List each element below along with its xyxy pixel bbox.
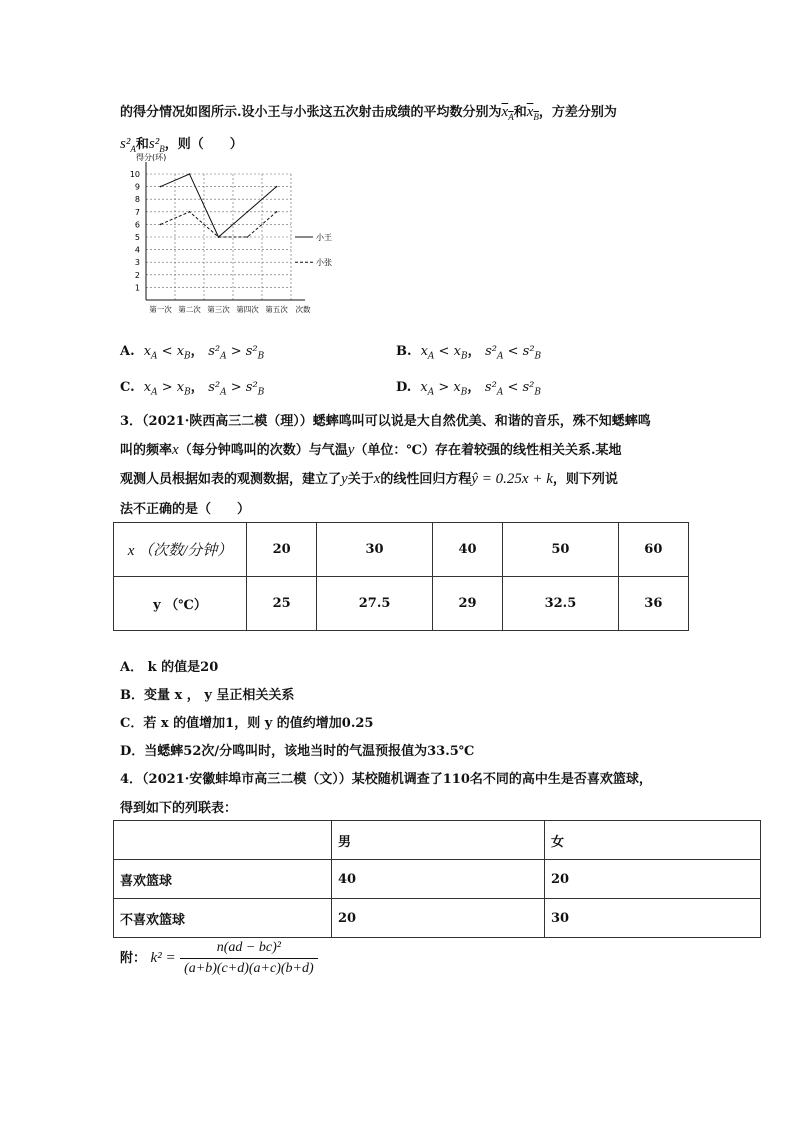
x-tick-label: 第五次 (265, 305, 288, 314)
chart-title: 得分(环) (136, 153, 167, 162)
q3-option-a[interactable]: A． k 的值是20 (120, 660, 219, 675)
option-label: B. (396, 344, 412, 359)
option-var-a: $s^2_A$ (208, 380, 227, 398)
option-mean-a: $x_A$ (143, 344, 158, 362)
q3-line4: 法不正确的是（ ） (120, 502, 251, 517)
option-label: A. (120, 344, 135, 359)
x-axis-label: 次数 (295, 305, 311, 314)
option-mean-a: $x_A$ (420, 380, 435, 398)
q3-line2: 叫的频率x（每分钟鸣叫的次数）与气温y（单位：℃）存在着较强的线性相关关系.某地 (120, 442, 622, 458)
mean-xA: $x_A$ (501, 104, 514, 122)
formula-numerator: n(ad − bc)² (180, 940, 318, 959)
table-head-y: y （℃） (114, 577, 247, 631)
table-row (114, 860, 761, 899)
option-mean-b: $x_B$ (453, 344, 468, 362)
formula-lhs: k² = (150, 950, 176, 966)
table-row (114, 821, 761, 860)
x-tick-label: 第三次 (207, 305, 230, 314)
q2-conj-2: 和 (135, 137, 149, 152)
data-point (247, 211, 249, 213)
y-tick-label: 3 (134, 258, 140, 268)
formula-fraction (180, 940, 318, 977)
option-mean-b: $x_B$ (453, 380, 468, 398)
option-var-rel: < (503, 380, 523, 395)
q3-line3: 观测人员根据如表的观测数据，建立了y关于x的线性回归方程ŷ = 0.25x + k，则下列说 (120, 471, 618, 487)
formula-denominator: (a+b)(c+d)(a+c)(b+d) (184, 961, 314, 976)
y-tick-label: 5 (134, 233, 140, 242)
q2-stem-line1 (120, 101, 617, 122)
q3-option-b[interactable]: B．变量 x ， y 呈正相关关系 (120, 688, 295, 703)
x-tick-label: 第一次 (149, 305, 172, 314)
option-var-rel: > (226, 344, 246, 359)
x-tick-label: 第二次 (178, 305, 201, 314)
y-tick-label: 9 (134, 182, 140, 192)
data-point (276, 211, 278, 213)
option-var-rel: > (226, 380, 246, 395)
data-point (189, 173, 191, 175)
table-row (114, 899, 761, 938)
score-line-chart (118, 153, 338, 326)
y-tick-label: 4 (134, 245, 140, 255)
q3-option-c[interactable]: C．若 x 的值增加1，则 y 的值约增加0.25 (120, 716, 374, 731)
q2-option-b[interactable]: B. $x_A < x_B$， $s^2_A < s^2_B$ (396, 344, 542, 362)
option-mean-a: $x_A$ (143, 380, 158, 398)
table-cell: 40 (432, 523, 502, 577)
contingency-table (113, 820, 761, 938)
y-tick-label: 2 (134, 270, 140, 280)
data-point (276, 186, 278, 188)
table-cell: 36 (618, 577, 688, 631)
q3-line1: 3．（2021·陕西高三二模（理））蟋蟀鸣叫可以说是大自然优美、和谐的音乐，殊不知蟋蟀鸣 (120, 414, 651, 429)
option-mean-b: $x_B$ (176, 344, 191, 362)
table-cell: 40 (332, 860, 545, 899)
y-tick-label: 10 (129, 170, 140, 179)
option-label: D. (396, 380, 412, 395)
option-var-a: $s^2_A$ (208, 344, 227, 362)
k2-formula (120, 940, 318, 977)
var-sA: $s^2_A$ (120, 136, 136, 154)
series-line-0 (161, 174, 277, 237)
y-tick-label: 6 (134, 220, 140, 230)
q3-option-d[interactable]: D．当蟋蟀52次/分鸣叫时，该地当时的气温预报值为33.5℃ (120, 744, 475, 759)
data-point (160, 186, 162, 188)
option-mean-b: $x_B$ (176, 380, 191, 398)
q4-line2: 得到如下的列联表： (120, 801, 238, 816)
table-head-x: x （次数/分钟） (114, 523, 247, 577)
table-cell: 20 (247, 523, 317, 577)
option-var-a: $s^2_A$ (485, 344, 504, 362)
q2-option-c[interactable]: C. $x_A > x_B$， $s^2_A > s^2_B$ (120, 380, 265, 398)
q2-stem-text-b: ，方差分别为 (538, 105, 617, 120)
legend-label: 小王 (316, 233, 332, 242)
table-cell: 女 (545, 821, 761, 860)
option-var-b: $s^2_B$ (245, 344, 265, 362)
table-row (114, 523, 689, 577)
table-cell: 30 (317, 523, 433, 577)
option-var-b: $s^2_B$ (522, 344, 542, 362)
data-point (247, 236, 249, 238)
q2-option-d[interactable]: D. $x_A > x_B$， $s^2_A < s^2_B$ (396, 380, 541, 398)
table-cell: 喜欢篮球 (114, 860, 332, 899)
table-cell: 30 (545, 899, 761, 938)
y-tick-label: 1 (134, 283, 140, 293)
q4-line1: 4．（2021·安徽蚌埠市高三二模（文））某校随机调查了110名不同的高中生是否喜欢篮球， (120, 772, 652, 787)
table-cell: 27.5 (317, 577, 433, 631)
var-sB: $s^2_B$ (148, 136, 165, 154)
data-point (189, 211, 191, 213)
option-mean-rel: > (434, 380, 454, 395)
table-cell: 25 (247, 577, 317, 631)
data-point (160, 224, 162, 226)
option-var-b: $s^2_B$ (522, 380, 541, 398)
y-tick-label: 7 (134, 207, 140, 217)
option-mean-rel: < (157, 344, 177, 359)
option-var-b: $s^2_B$ (245, 380, 265, 398)
table-cell (114, 821, 332, 860)
q2-stem-tail: ，则（ ） (164, 137, 243, 152)
table-cell: 60 (618, 523, 688, 577)
table-cell: 不喜欢篮球 (114, 899, 332, 938)
table-cell: 20 (332, 899, 545, 938)
q2-conj: 和 (513, 105, 527, 120)
option-label: C. (120, 380, 135, 395)
formula-label: 附： (120, 951, 147, 966)
mean-xB: $x_B$ (526, 104, 539, 122)
cricket-data-table (113, 522, 689, 631)
x-tick-label: 第四次 (236, 305, 259, 314)
legend-label: 小张 (316, 258, 332, 268)
option-mean-rel: > (157, 380, 177, 395)
option-var-a: $s^2_A$ (484, 380, 504, 398)
table-cell: 50 (503, 523, 619, 577)
q2-option-a[interactable]: A. $x_A < x_B$， $s^2_A > s^2_B$ (120, 344, 265, 362)
q2-stem-line2 (120, 133, 243, 154)
data-point (218, 236, 220, 238)
table-row (114, 577, 689, 631)
q2-stem-text-a: 的得分情况如图所示.设小王与小张这五次射击成绩的平均数分别为 (120, 105, 502, 120)
option-mean-a: $x_A$ (420, 344, 435, 362)
table-cell: 32.5 (503, 577, 619, 631)
regression-equation: ŷ = 0.25x + k (471, 471, 553, 487)
option-var-rel: < (503, 344, 523, 359)
table-cell: 20 (545, 860, 761, 899)
y-tick-label: 8 (134, 195, 140, 205)
table-cell: 29 (432, 577, 502, 631)
table-cell: 男 (332, 821, 545, 860)
option-mean-rel: < (434, 344, 454, 359)
